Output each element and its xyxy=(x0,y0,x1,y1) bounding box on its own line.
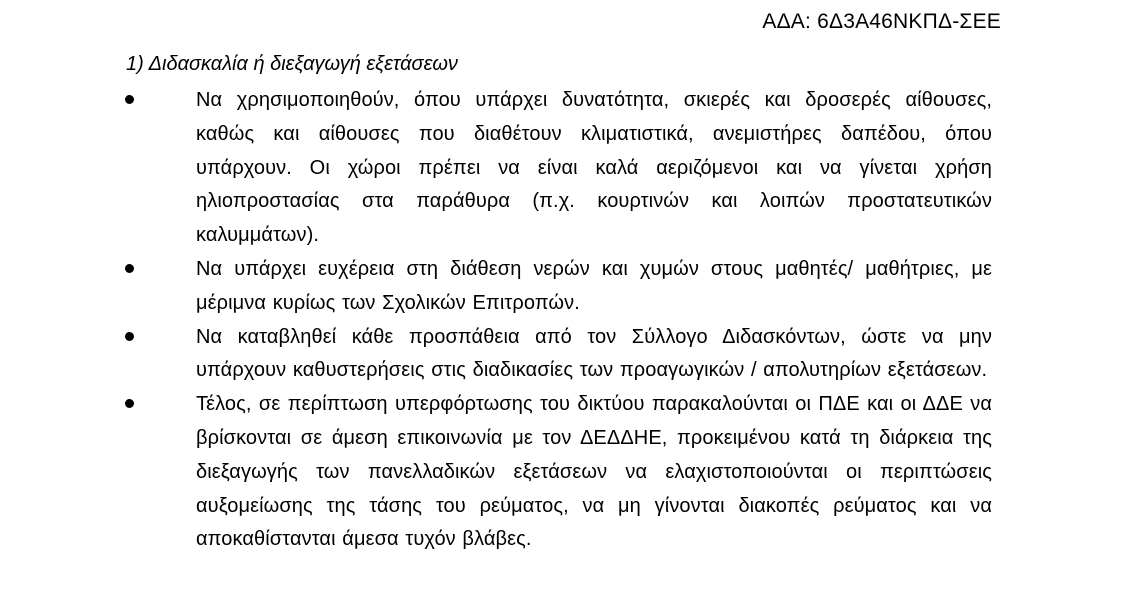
bullet-text: Να καταβληθεί κάθε προσπάθεια από τον Σύλλογο Διδασκόντων, ώστε να μην υπάρχουν καθυστερήσεις στις διαδικασίες των προαγωγικών / απολυτηρίων εξετάσεων. xyxy=(196,325,992,382)
bullet-list xyxy=(0,84,992,557)
list-item xyxy=(0,321,992,389)
bullet-dot-icon xyxy=(125,95,134,104)
section-title: 1) Διδασκαλία ή διεξαγωγή εξετάσεων xyxy=(126,53,458,75)
bullet-dot-icon xyxy=(125,332,134,341)
bullet-text: Τέλος, σε περίπτωση υπερφόρτωσης του δικτύου παρακαλούνται οι ΠΔΕ και οι ΔΔΕ να βρίσκονται σε άμεση επικοινωνία με τον ΔΕΔΔΗΕ, προκειμένου κατά τη διάρκεια της διεξαγωγής των πανελλαδικών εξετάσεων να ελαχιστοποιούνται οι περιπτώσεις αυξομείωσης της τάσης του ρεύματος, να μη γίνονται διακοπές ρεύματος και να αποκαθίστανται άμεσα τυχόν βλάβες. xyxy=(196,393,992,551)
list-item xyxy=(0,253,992,321)
bullet-text: Να χρησιμοποιηθούν, όπου υπάρχει δυνατότητα, σκιερές και δροσερές αίθουσες, καθώς και αίθουσες που διαθέτουν κλιματιστικά, ανεμιστήρες δαπέδου, όπου υπάρχουν. Οι χώροι πρέπει να είναι καλά αεριζόμενοι και να γίνεται χρήση ηλιοπροστασίας στα παράθυρα (π.χ. κουρτινών και λοιπών προστατευτικών καλυμμάτων). xyxy=(196,89,992,247)
list-item xyxy=(0,388,992,557)
list-item xyxy=(0,84,992,253)
bullet-dot-icon xyxy=(125,264,134,273)
bullet-dot-icon xyxy=(125,399,134,408)
document-ada-code: ΑΔΑ: 6Δ3Α46ΝΚΠΔ-ΣΕΕ xyxy=(762,10,1001,33)
bullet-text: Να υπάρχει ευχέρεια στη διάθεση νερών και χυμών στους μαθητές/ μαθήτριες, με μέριμνα κυρίως των Σχολικών Επιτροπών. xyxy=(196,257,992,314)
